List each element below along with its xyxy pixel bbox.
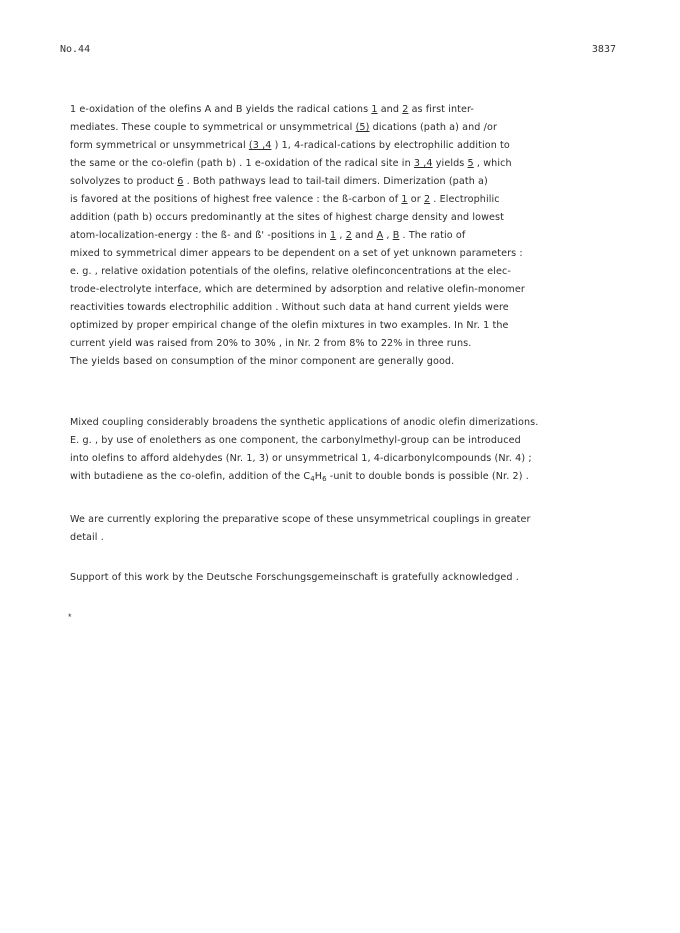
compound-number: (5) xyxy=(355,122,370,133)
compound-number: A xyxy=(376,230,384,241)
text-line: is favored at the positions of highest free valence : the ß-carbon of 1 or 2 . Electrophilic xyxy=(70,194,500,205)
compound-number: 2 xyxy=(402,104,409,115)
compound-number: B xyxy=(392,230,400,241)
text-line: atom-localization-energy : the ß- and ß' -positions in 1 , 2 and A , B . The ratio of xyxy=(70,230,466,241)
compound-number: 2 xyxy=(423,194,431,205)
text-line: We are currently exploring the preparative scope of these unsymmetrical couplings in greater xyxy=(70,514,531,525)
paragraph-outlook xyxy=(70,511,630,547)
text-line: 1 e-oxidation of the olefins A and B yields the radical cations 1 and 2 as first inter- xyxy=(70,104,474,115)
text-line: optimized by proper empirical change of the olefin mixtures in two examples. In Nr. 1 the xyxy=(70,320,509,331)
compound-number: 1 xyxy=(371,104,378,115)
text-line: solvolyzes to product 6 . Both pathways lead to tail-tail dimers. Dimerization (path a) xyxy=(70,176,488,187)
text-line: The yields based on consumption of the minor component are generally good. xyxy=(70,356,455,367)
paragraph-acknowledgment xyxy=(70,569,630,587)
text-line: addition (path b) occurs predominantly at the sites of highest charge density and lowest xyxy=(70,212,505,223)
text-line: current yield was raised from 20% to 30% , in Nr. 2 from 8% to 22% in three runs. xyxy=(70,338,472,349)
paragraph-mechanism xyxy=(70,101,630,371)
subscript: 4 xyxy=(310,475,315,483)
text-line: E. g. , by use of enolethers as one component, the carbonylmethyl-group can be introduced xyxy=(70,435,521,446)
paragraph-applications xyxy=(70,414,630,486)
compound-number: 1 xyxy=(401,194,408,205)
text-line: into olefins to afford aldehydes (Nr. 1, 3) or unsymmetrical 1, 4-dicarbonylcompounds (Nr. 4) ; xyxy=(70,453,532,464)
text-line: form symmetrical or unsymmetrical (3 ,4 ) 1, 4-radical-cations by electrophilic addition to xyxy=(70,140,510,151)
text-line: e. g. , relative oxidation potentials of the olefins, relative olefinconcentrations at the elec- xyxy=(70,266,511,277)
text-line: with butadiene as the co-olefin, addition of the $C_4H_6$ -unit to double bonds is possible (Nr. 2) . xyxy=(70,471,529,483)
compound-number: 5 xyxy=(467,158,474,169)
compound-number: 6 xyxy=(177,176,184,187)
text-line: detail . xyxy=(70,532,104,543)
subscript: 6 xyxy=(322,475,327,483)
page-number: 3837 xyxy=(591,44,616,55)
compound-number: 2 xyxy=(345,230,352,241)
compound-number: 3 ,4 xyxy=(413,158,433,169)
text-line: Mixed coupling considerably broadens the synthetic applications of anodic olefin dimerizations. xyxy=(70,417,539,428)
footnote-mark: * xyxy=(68,612,72,622)
text-line: mixed to symmetrical dimer appears to be dependent on a set of yet unknown parameters : xyxy=(70,248,523,259)
text-line: the same or the co-olefin (path b) . 1 e-oxidation of the radical site in 3 ,4 yields 5 , which xyxy=(70,158,512,169)
text-line: Support of this work by the Deutsche Forschungsgemeinschaft is gratefully acknowledged . xyxy=(70,572,519,583)
compound-number: (3 ,4 xyxy=(248,140,272,151)
compound-number: 1 xyxy=(330,230,337,241)
text-line: trode-electrolyte interface, which are determined by adsorption and relative olefin-monomer xyxy=(70,284,525,295)
journal-issue-label: No.44 xyxy=(60,44,91,55)
text-line: mediates. These couple to symmetrical or unsymmetrical (5) dications (path a) and /or xyxy=(70,122,497,133)
text-line: reactivities towards electrophilic addition . Without such data at hand current yields were xyxy=(70,302,509,313)
